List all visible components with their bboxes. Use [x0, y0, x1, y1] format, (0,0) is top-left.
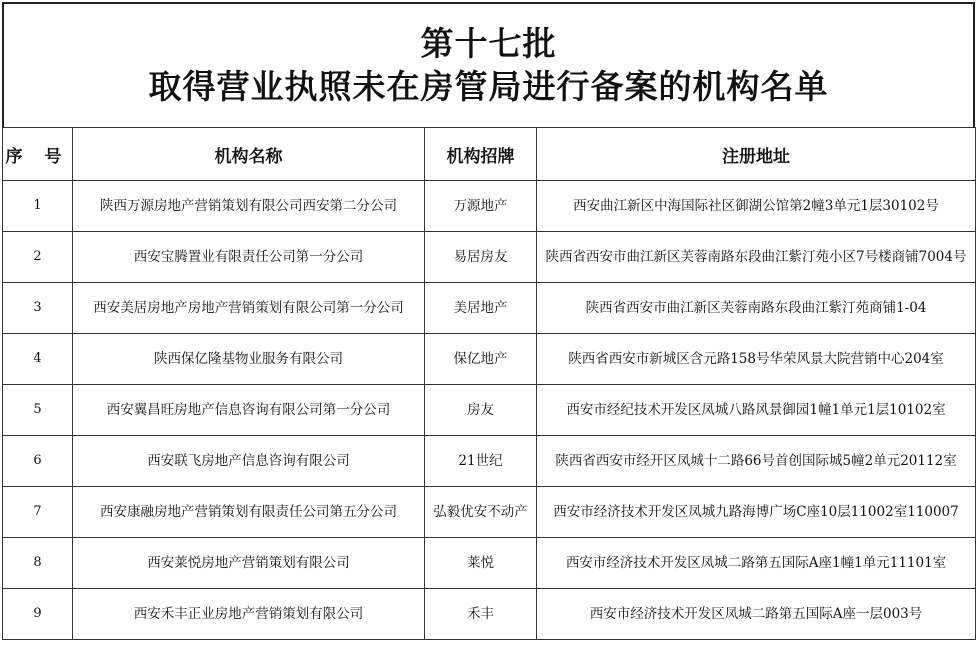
header-seq: 序 号 — [3, 128, 73, 181]
row-address: 西安曲江新区中海国际社区御湖公馆第2幢3单元1层30102号 — [537, 181, 976, 232]
row-brand: 莱悦 — [425, 538, 537, 589]
row-index: 1 — [3, 181, 73, 232]
row-address: 陕西省西安市新城区含元路158号华荣风景大院营销中心204室 — [537, 334, 976, 385]
table-row — [3, 334, 976, 385]
row-index: 8 — [3, 538, 73, 589]
row-address: 西安市经济技术开发区凤城二路第五国际A座1幢1单元11101室 — [537, 538, 976, 589]
table-row — [3, 487, 976, 538]
row-index: 4 — [3, 334, 73, 385]
row-address: 西安市经济技术开发区凤城九路海博广场C座10层11002室110007 — [537, 487, 976, 538]
row-name: 陕西万源房地产营销策划有限公司西安第二分公司 — [73, 181, 425, 232]
row-index: 6 — [3, 436, 73, 487]
row-name: 西安康融房地产营销策划有限责任公司第五分公司 — [73, 487, 425, 538]
table-row — [3, 232, 976, 283]
table-row — [3, 589, 976, 640]
table-row — [3, 538, 976, 589]
title-box — [2, 2, 975, 127]
table-row — [3, 283, 976, 334]
row-brand: 弘毅优安不动产 — [425, 487, 537, 538]
row-name: 西安禾丰正业房地产营销策划有限公司 — [73, 589, 425, 640]
title-batch: 第十七批 — [420, 23, 557, 63]
row-address: 西安市经济技术开发区凤城二路第五国际A座一层003号 — [537, 589, 976, 640]
row-name: 西安莱悦房地产营销策划有限公司 — [73, 538, 425, 589]
institution-table — [2, 127, 976, 640]
row-index: 9 — [3, 589, 73, 640]
row-name: 西安美居房地产房地产营销策划有限公司第一分公司 — [73, 283, 425, 334]
row-name: 西安联飞房地产信息咨询有限公司 — [73, 436, 425, 487]
row-index: 7 — [3, 487, 73, 538]
row-index: 3 — [3, 283, 73, 334]
row-brand: 21世纪 — [425, 436, 537, 487]
row-brand: 房友 — [425, 385, 537, 436]
row-address: 西安市经纪技术开发区凤城八路风景御园1幢1单元1层10102室 — [537, 385, 976, 436]
row-brand: 万源地产 — [425, 181, 537, 232]
row-brand: 易居房友 — [425, 232, 537, 283]
row-brand: 美居地产 — [425, 283, 537, 334]
row-name: 西安翼昌旺房地产信息咨询有限公司第一分公司 — [73, 385, 425, 436]
row-brand: 保亿地产 — [425, 334, 537, 385]
row-address: 陕西省西安市经开区凤城十二路66号首创国际城5幢2单元20112室 — [537, 436, 976, 487]
row-index: 5 — [3, 385, 73, 436]
header-address: 注册地址 — [537, 128, 976, 181]
title-main: 取得营业执照未在房管局进行备案的机构名单 — [148, 66, 829, 106]
table-row — [3, 181, 976, 232]
header-name: 机构名称 — [73, 128, 425, 181]
row-name: 西安宝腾置业有限责任公司第一分公司 — [73, 232, 425, 283]
table-header-row — [3, 128, 976, 181]
table-row — [3, 385, 976, 436]
document-sheet — [2, 2, 975, 640]
header-brand: 机构招牌 — [425, 128, 537, 181]
row-address: 陕西省西安市曲江新区芙蓉南路东段曲江紫汀苑小区7号楼商铺7004号 — [537, 232, 976, 283]
row-address: 陕西省西安市曲江新区芙蓉南路东段曲江紫汀苑商铺1-04 — [537, 283, 976, 334]
row-name: 陕西保亿隆基物业服务有限公司 — [73, 334, 425, 385]
table-row — [3, 436, 976, 487]
row-brand: 禾丰 — [425, 589, 537, 640]
row-index: 2 — [3, 232, 73, 283]
